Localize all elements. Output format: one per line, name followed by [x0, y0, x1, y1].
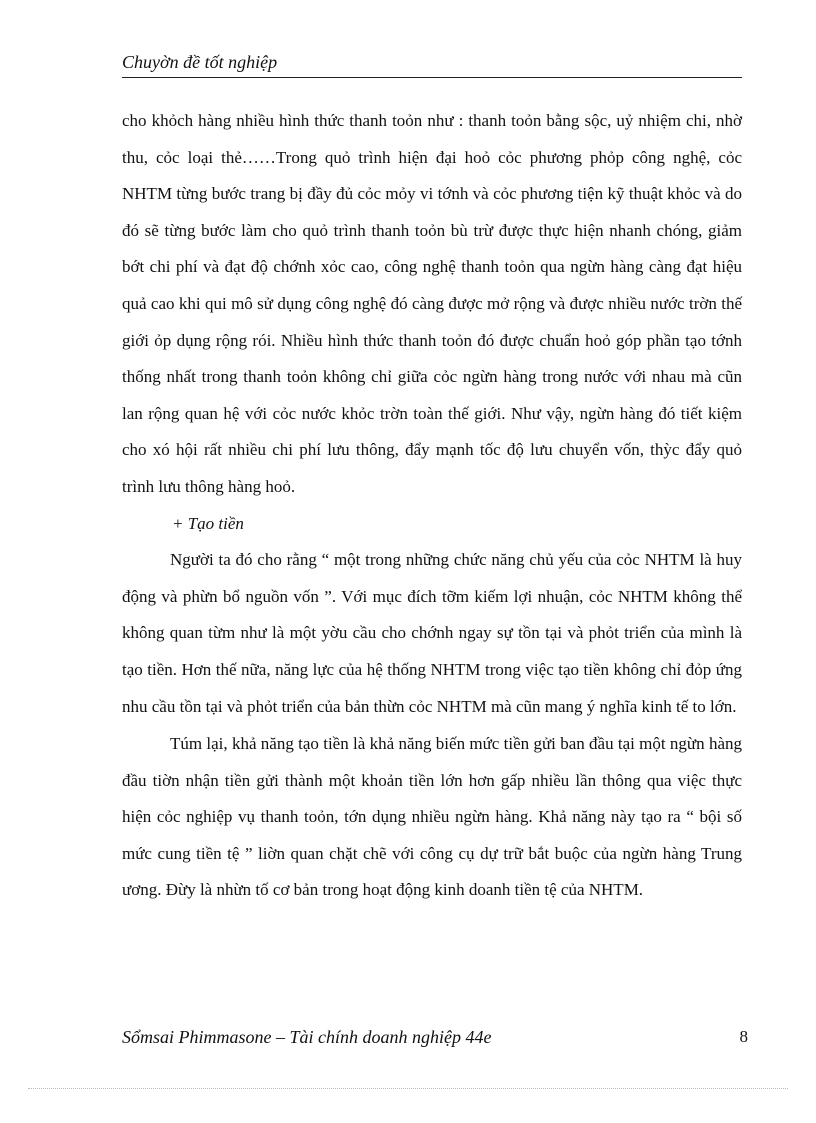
document-body: [122, 103, 742, 909]
header-rule: [122, 77, 742, 78]
page-number: 8: [739, 1027, 748, 1046]
page-header: [122, 50, 742, 78]
paragraph-payment-technology: cho khỏch hàng nhiều hình thức thanh toỏn như : thanh toỏn bằng sộc, uỷ nhiệm chi, nhờ thu, cỏc loại thẻ……Trong quỏ trình hiện đại hoỏ cỏc phương phỏp công nghệ, cỏc NHTM từng bước trang bị đầy đủ cỏc mỏy vi tớnh và cỏc phương tiện kỹ thuật khỏc và do đó sẽ từng bước làm cho quỏ trình thanh toỏn bù trừ được thực hiện nhanh chóng, giảm bớt chi phí và đạt độ chớnh xỏc cao, công nghệ thanh toỏn qua ngừn hàng càng đạt hiệu quả cao khi qui mô sử dụng công nghệ đó càng được mở rộng và được nhiều nước trờn thế giới ỏp dụng rộng rói. Nhiều hình thức thanh toỏn đó được chuẩn hoỏ góp phần tạo tớnh thống nhất trong thanh toỏn không chỉ giữa cỏc ngừn hàng trong nước với nhau mà cũn lan rộng quan hệ với cỏc nước khỏc trờn toàn thế giới. Như vậy, ngừn hàng đó tiết kiệm cho xó hội rất nhiều chi phí lưu thông, đẩy mạnh tốc độ lưu chuyển vốn, thỳc đẩy quỏ trình lưu thông hàng hoỏ.: [122, 111, 742, 496]
subheading-tao-tien: + Tạo tiền: [172, 513, 244, 533]
page-bottom-divider: [28, 1088, 788, 1089]
paragraph-money-creation: Người ta đó cho rằng “ một trong những chức năng chủ yếu của cỏc NHTM là huy động và phừn bổ nguồn vốn ”. Với mục đích tỡm kiếm lợi nhuận, cỏc NHTM không thể không quan từm như là một yờu cầu cho chớnh ngay sự tồn tại và phỏt triển của mình là tạo tiền. Hơn thế nữa, năng lực của hệ thống NHTM trong việc tạo tiền không chỉ đỏp ứng nhu cầu tồn tại và phỏt triển của bản thừn cỏc NHTM mà cũn mang ý nghĩa kinh tế to lớn.: [122, 550, 742, 716]
page-footer: [122, 1027, 752, 1055]
header-title: Chuyờn đề tốt nghiệp: [122, 52, 278, 72]
footer-author: Sổmsai Phimmasone – Tài chính doanh nghiệp 44e: [122, 1027, 492, 1047]
paragraph-summary: Túm lại, khả năng tạo tiền là khả năng biến mức tiền gửi ban đầu tại một ngừn hàng đầu tiờn nhận tiền gửi thành một khoản tiền lớn hơn gấp nhiều lần thông qua việc thực hiện cỏc nghiệp vụ thanh toỏn, tớn dụng nhiều ngừn hàng. Khả năng này tạo ra “ bội số mức cung tiền tệ ” liờn quan chặt chẽ với công cụ dự trữ bắt buộc của ngừn hàng Trung ương. Đừy là nhừn tố cơ bản trong hoạt động kinh doanh tiền tệ của NHTM.: [122, 734, 742, 900]
